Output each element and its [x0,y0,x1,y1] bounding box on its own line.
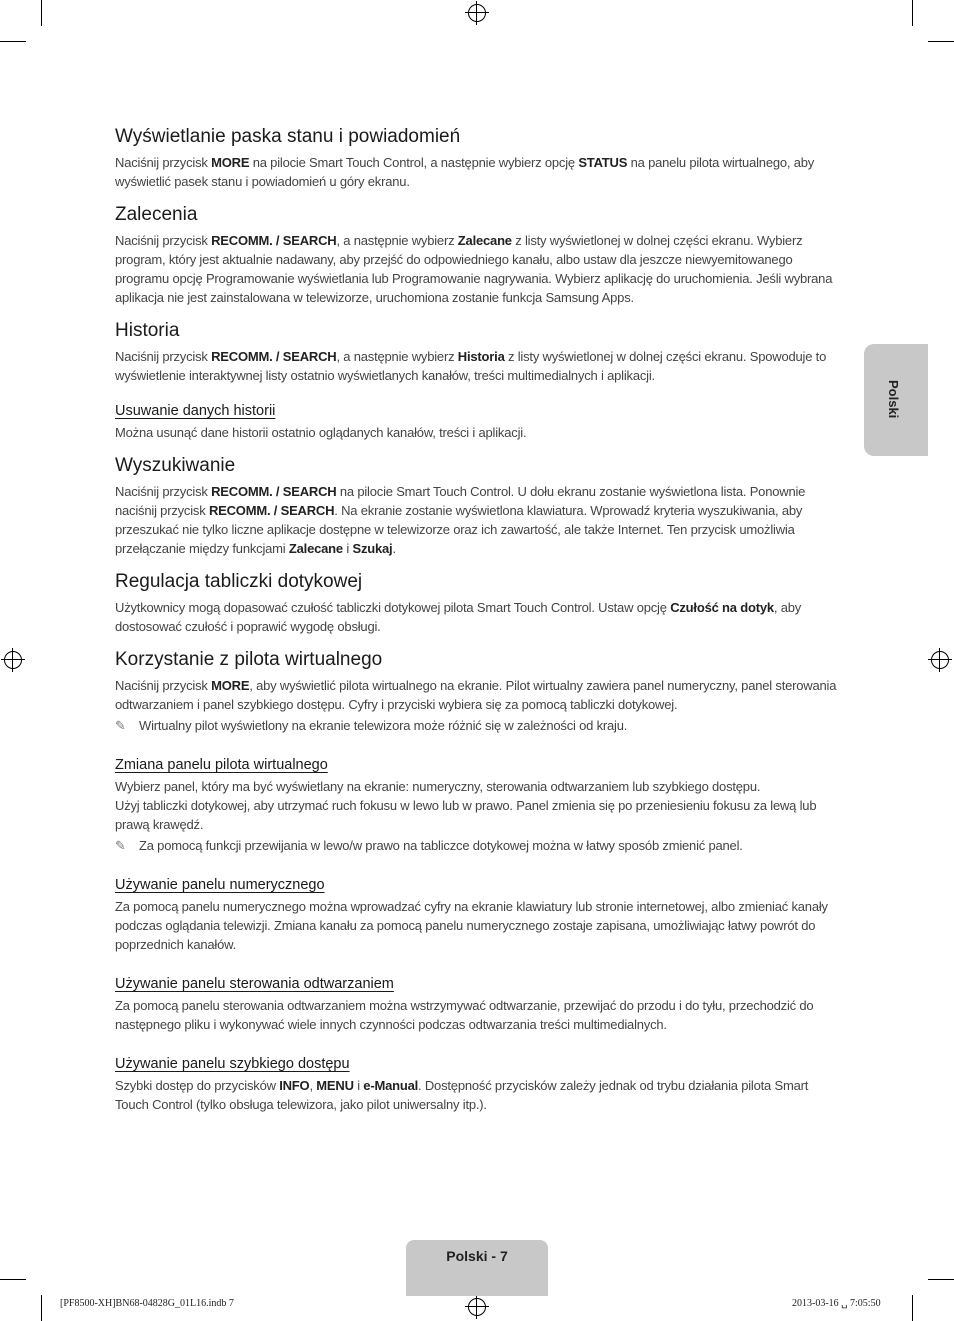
crop-mark [0,41,26,42]
manual-content [115,125,841,1126]
subsection-text: Za pomocą panelu sterowania odtwarzaniem można wstrzymywać odtwarzanie, przewijać do przodu i do tyłu, przechodzić do następnego pliku i wykonywać wiele innych czynności podczas odtwarzania treści multimedialnych. [115,998,814,1032]
registration-mark-icon [468,1298,486,1316]
crop-mark [912,1295,913,1321]
registration-mark-icon [468,4,486,22]
print-info-right: 2013-03-16 ␣ 7:05:50 [792,1298,881,1309]
crop-mark [928,1279,954,1280]
section-text: Naciśnij przycisk RECOMM. / SEARCH na pilocie Smart Touch Control. U dołu ekranu zostanie wyświetlona lista. Ponownie naciśnij przycisk RECOMM. / SEARCH. Na ekranie zostanie wyświetlona klawiatura. Wprowadź kryteria wyszukiwania, aby przeszukać nie tylko liczne aplikacje dostępne w telewizorze oraz ich zawartość, ale także Internet. Ten przycisk umożliwia przełączanie między funkcjami Zalecane i Szukaj. [115,484,806,556]
section-search [115,454,841,558]
crop-mark [912,0,913,26]
subsection-text: Za pomocą panelu numerycznego można wprowadzać cyfry na ekranie klawiatury lub stronie internetowej, albo zmieniać kanały podczas oglądania telewizji. Zmiana kanału za pomocą panelu numerycznego zostaje zapisana, umożliwiając łatwy powrót do poprzednich kanałów. [115,899,828,952]
subsection-text: Szybki dostęp do przycisków INFO, MENU i e-Manual. Dostępność przycisków zależy jednak od trybu działania pilota Smart Touch Control (tylko obsługa telewizora, jako pilot uniwersalny itp.). [115,1078,809,1112]
section-heading: Regulacja tabliczki dotykowej [115,571,363,592]
note: ✎ Za pomocą funkcji przewijania w lewo/w prawo na tabliczce dotykowej można w łatwy sposób zmienić panel. [115,838,743,853]
section-text: Naciśnij przycisk MORE na pilocie Smart Touch Control, a następnie wybierz opcję STATUS na panelu pilota wirtualnego, aby wyświetlić pasek stanu i powiadomień u góry ekranu. [115,155,815,189]
crop-mark [41,0,42,26]
crop-mark [41,1295,42,1321]
subsection-heading: Zmiana panelu pilota wirtualnego [115,757,328,773]
section-text: Naciśnij przycisk MORE, aby wyświetlić pilota wirtualnego na ekranie. Pilot wirtualny zawiera panel numeryczny, panel sterowania odtwarzaniem i panel szybkiego dostępu. Cyfry i przyciski wybiera się za pomocą tabliczki dotykowej. [115,678,837,712]
subsection-heading: Używanie panelu sterowania odtwarzaniem [115,976,394,992]
section-heading: Zalecenia [115,204,198,225]
page-number-tab [406,1240,548,1296]
section-touchpad [115,570,841,636]
pencil-note-icon: ✎ [115,838,126,853]
language-side-tab [864,344,928,456]
crop-mark [928,41,954,42]
section-text: Użytkownicy mogą dopasować czułość tabliczki dotykowej pilota Smart Touch Control. Ustaw opcję Czułość na dotyk, aby dostosować czułość i poprawić wygodę obsługi. [115,600,802,634]
subsection-heading: Używanie panelu numerycznego [115,877,325,893]
section-status-bar [115,125,841,191]
section-heading: Wyszukiwanie [115,455,236,476]
side-tab-label: Polski [886,380,901,419]
registration-mark-icon [4,651,22,669]
subsection-text: Użyj tabliczki dotykowej, aby utrzymać ruch fokusu w lewo lub w prawo. Panel zmienia się po przeniesieniu fokusu za lewą lub prawą krawędź. [115,798,817,832]
subsection-heading: Używanie panelu szybkiego dostępu [115,1056,350,1072]
section-history [115,319,841,442]
section-heading: Wyświetlanie paska stanu i powiadomień [115,126,461,147]
section-text: Naciśnij przycisk RECOMM. / SEARCH, a następnie wybierz Zalecane z listy wyświetlonej w dolnej części ekranu. Wybierz program, który jest aktualnie nadawany, aby przejść do odpowiedniego kanału, albo ustaw dla jeszcze niewyemitowanego programu opcję Programowanie wyświetlania lub Programowanie nagrywania. Wybierz aplikację do uruchomienia. Jeśli wybrana aplikacja nie jest zainstalowana w telewizorze, uruchomiona zostanie funkcja Samsung Apps. [115,233,833,305]
pencil-note-icon: ✎ [115,718,126,733]
section-heading: Korzystanie z pilota wirtualnego [115,649,383,670]
subsection-text: Można usunąć dane historii ostatnio oglądanych kanałów, treści i aplikacji. [115,425,527,440]
subsection-heading: Usuwanie danych historii [115,403,276,419]
note: ✎ Wirtualny pilot wyświetlony na ekranie telewizora może różnić się w zależności od kraju. [115,718,628,733]
section-virtual-remote [115,648,841,1114]
subsection-text: Wybierz panel, który ma być wyświetlany na ekranie: numeryczny, sterowania odtwarzaniem lub szybkiego dostępu. [115,779,761,794]
registration-mark-icon [931,651,949,669]
page-number: Polski - 7 [446,1248,508,1264]
section-text: Naciśnij przycisk RECOMM. / SEARCH, a następnie wybierz Historia z listy wyświetlonej w dolnej części ekranu. Spowoduje to wyświetlenie interaktywnej listy ostatnio wyświetlanych kanałów, treści multimedialnych i aplikacji. [115,349,827,383]
crop-mark [0,1279,26,1280]
print-info-left: [PF8500-XH]BN68-04828G_01L16.indb 7 [60,1298,234,1309]
section-recommendations [115,203,841,307]
section-heading: Historia [115,320,180,341]
